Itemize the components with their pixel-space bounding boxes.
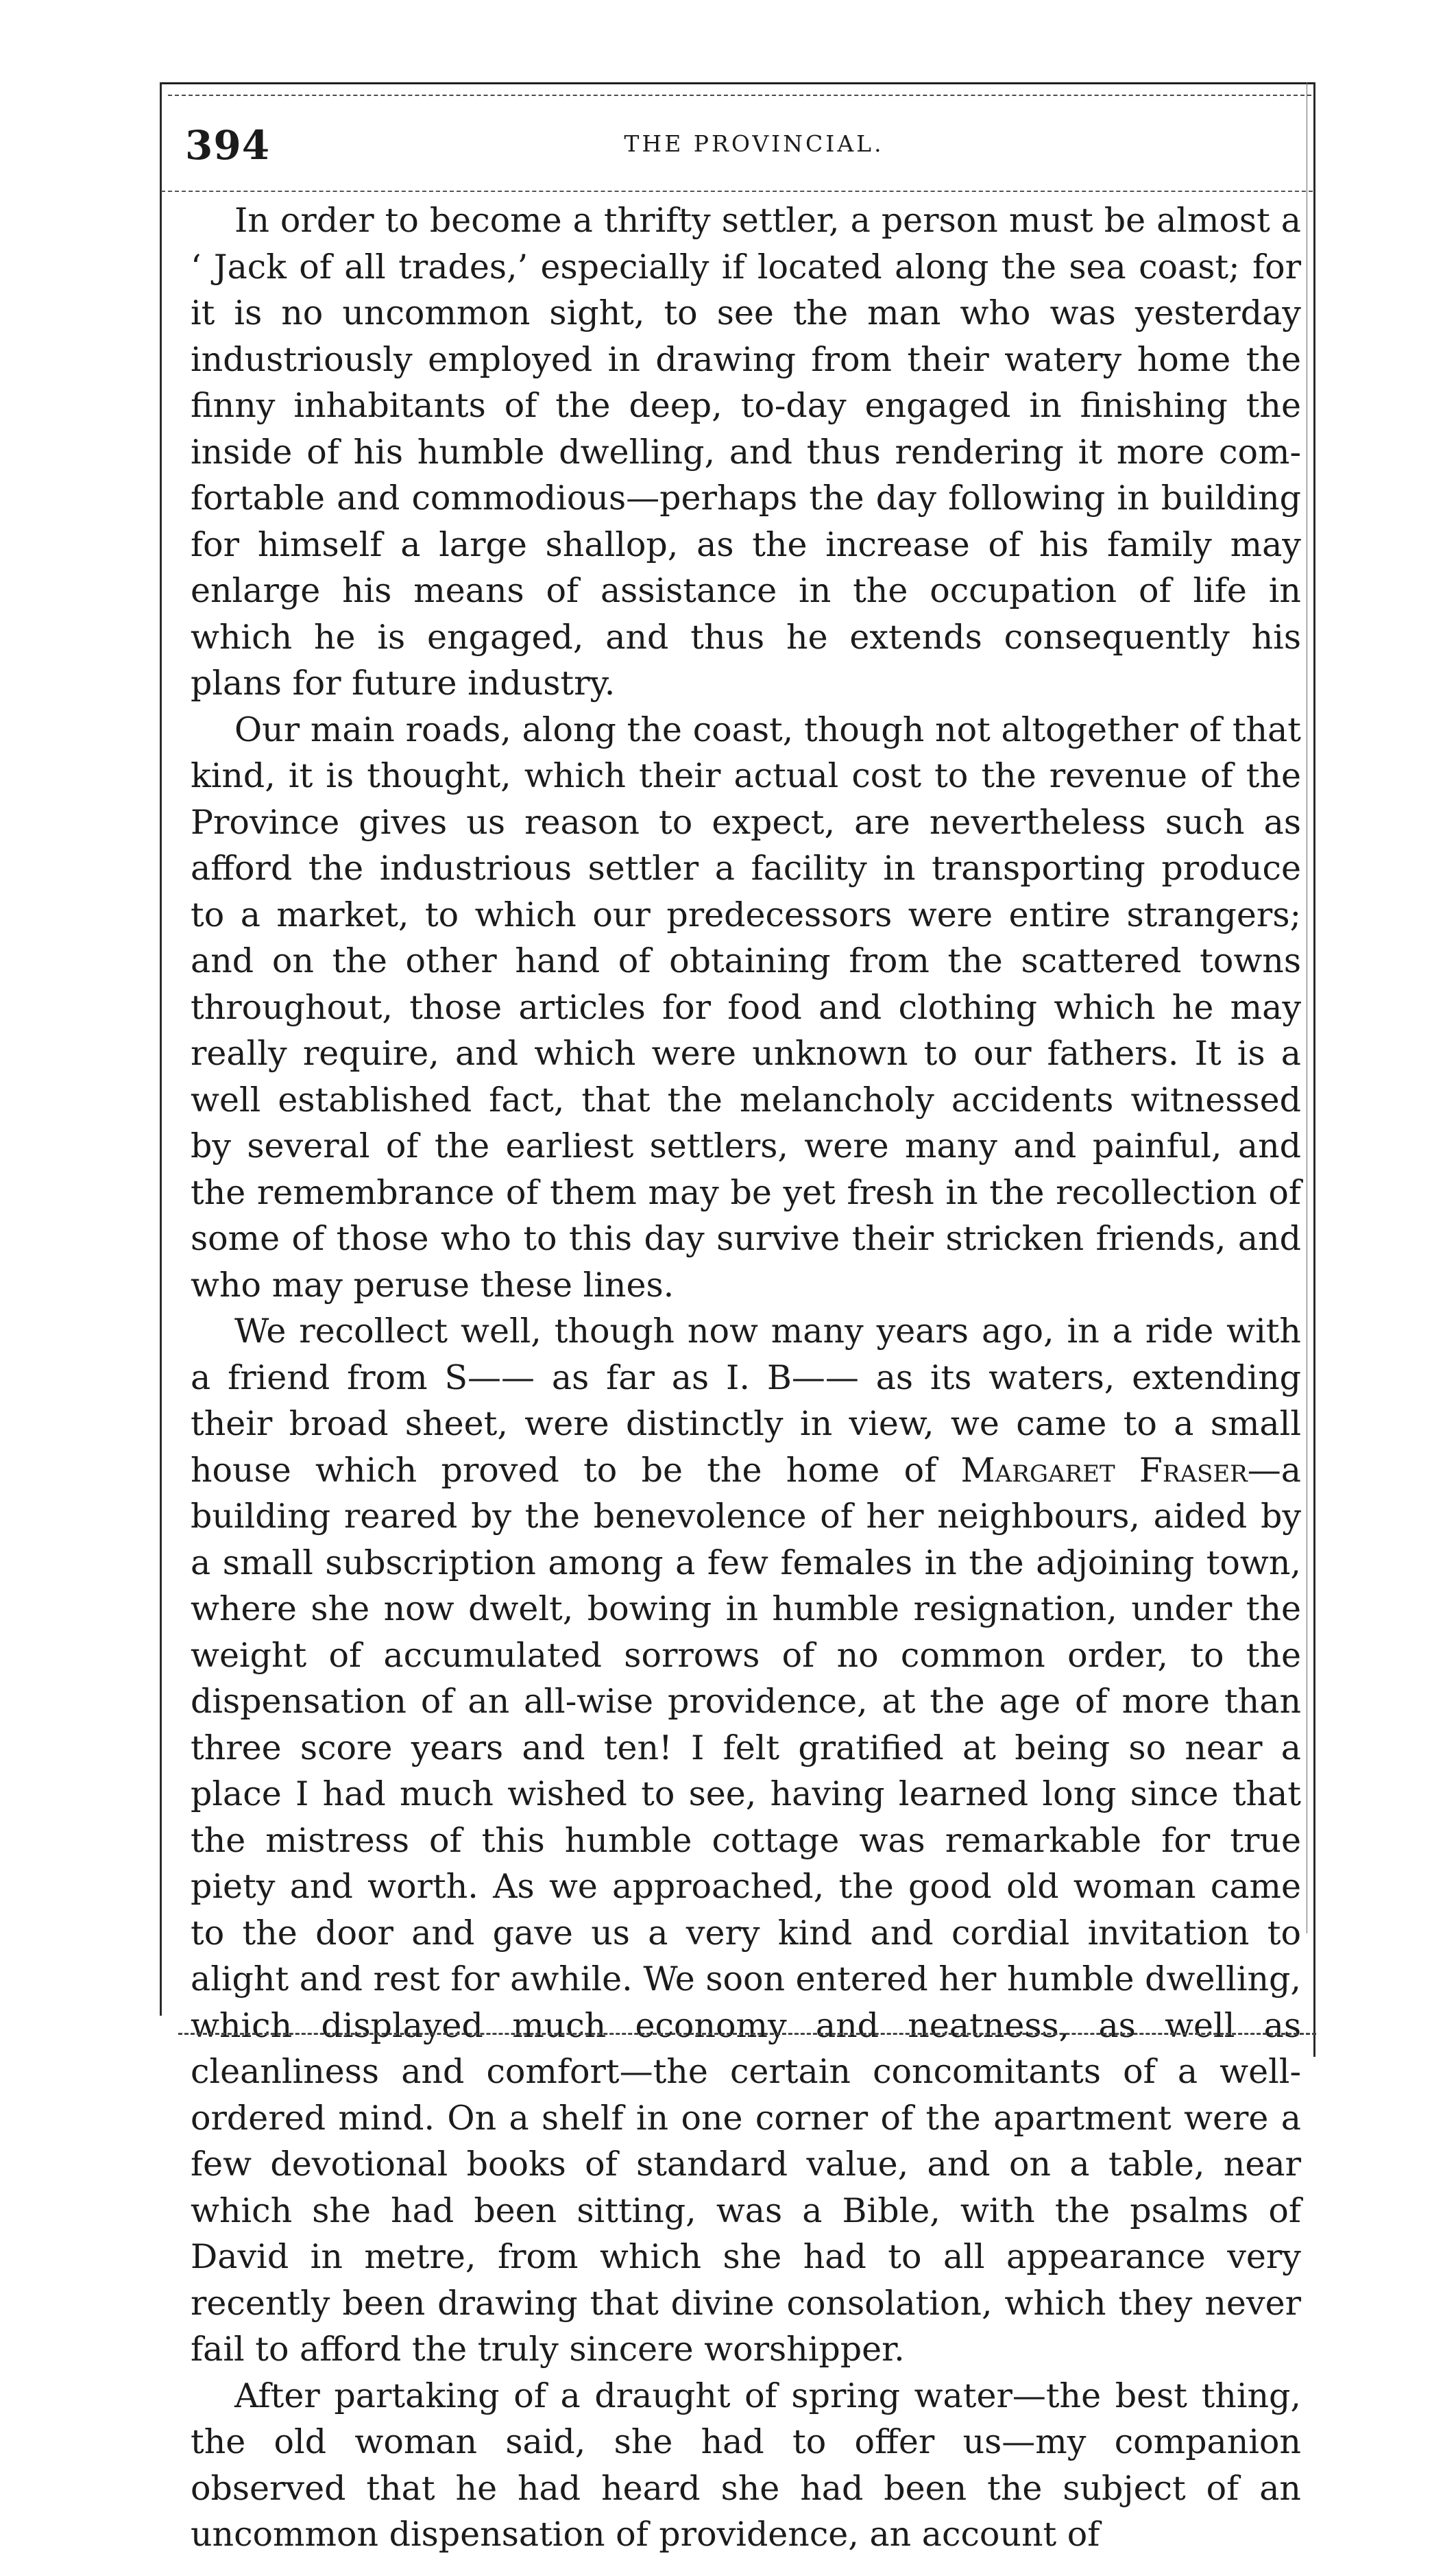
header-divider [161,191,1313,192]
paragraph-3-end: —a building reared by the benevolence of her neighbours, aided by a small subscription among a few females in the adjoining town, where she now dwelt, bowing in humble resignation, under the weight of accumulated sorrows of no common order, to the dispensation of an all-wise providence, at the age of more than three score years and ten! I felt gratified at being so near a place I had much wished to see, having learned long since that the mistress of this humble cottage was remarkable for true piety and worth. As we approached, the good old woman came to the door and gave us a very kind and cordial invitation to alight and rest for awhile. We soon entered her humble dwelling, which displayed much economy and neatness, as well as cleanliness and comfort—the certain concomitants of a well-ordered mind. On a shelf in one corner of the apartment were a few devotional books of standard value, and on a table, near which she had been sitting, was a Bible, with the psalms of David in metre, from which she had to all appearance very recently been drawing that divine consolation, which they never fail to afford the truly sincere worshipper. [191,1450,1302,2369]
running-head: THE PROVINCIAL. [624,130,884,157]
paragraph-4: After partaking of a draught of spring water—the best thing, the old woman said, she had to offer us—my companion observed that he had heard she had been the subject of an uncommon dispensation of providence, an account of [191,2376,1301,2554]
paragraph-1: In order to become a thrifty settler, a person must be almost a ‘ Jack of all trades,’ especially if located along the sea coast; for it is no uncommon sight, to see the man who was yesterday industriously employed in drawing from their watery home the finny inhabitants of the deep, to-day engaged in finishing the inside of his humble dwelling, and thus rendering it more comfortable and commodious—perhaps the day following in building for himself a large shallop, as the increase of his family may enlarge his means of assistance in the occupation of life in which he is engaged, and thus he extends consequently his plans for future industry. [191,201,1301,703]
bottom-border-rule [178,2033,1316,2035]
paragraph-2: Our main roads, along the coast, though not altogether of that kind, it is thought, which their actual cost to the revenue of the Province gives us reason to expect, are nevertheless such as afford the industrious settler a facility in transporting produce to a market, to which our predecessors were entire strangers; and on the other hand of obtaining from the scattered towns throughout, those articles for food and clothing which he may really require, and which were unknown to our fathers. It is a well established fact, that the melancholy accidents witnessed by several of the earliest settlers, were many and painful, and the remembrance of them may be yet fresh in the recollection of some of those who to this day survive their stricken friends, and who may peruse these lines. [191,710,1301,1305]
paragraph-3 [191,1308,1301,2373]
left-border-rule [160,82,162,2016]
person-name: Margaret Fraser [960,1450,1248,1490]
top-border-rule [160,82,1315,84]
right-border-rule [1313,82,1315,2057]
top-dashed-rule [168,95,1311,96]
paragraph-3-start: We recollect well, though now many years ago, in a ride with a friend from S—— as far as I. B—— as its waters, extending their broad sheet, were distinctly in view, we came to a small house which proved to be the home of [191,1312,1301,1490]
page-number: 394 [185,122,271,169]
body-text [191,197,1301,2558]
